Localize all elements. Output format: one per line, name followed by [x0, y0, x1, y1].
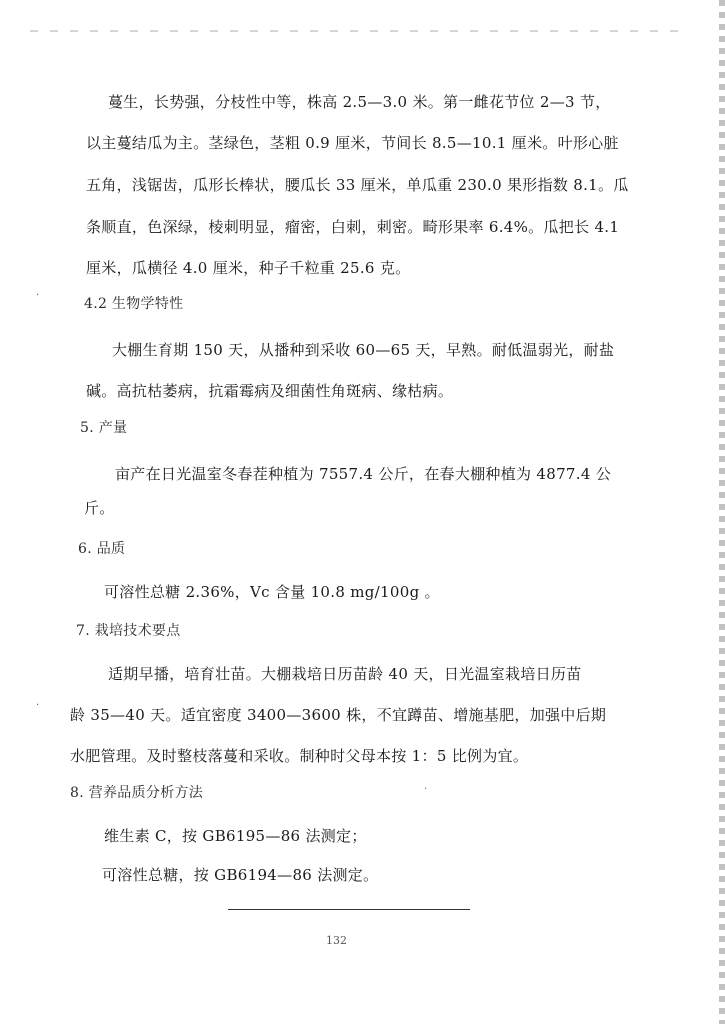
- page-number: 132: [326, 934, 347, 947]
- text-line: 可溶性总糖 2.36%，Vc 含量 10.8 mg/100g 。: [104, 583, 440, 601]
- text-line: 维生素 C，按 GB6195—86 法测定；: [104, 827, 367, 845]
- scan-artifact-top: [30, 30, 690, 32]
- section-heading-8: 8. 营养品质分析方法: [70, 785, 204, 801]
- text-line: 蔓生，长势强，分枝性中等，株高 2.5—3.0 米。第一雌花节位 2—3 节，: [108, 93, 611, 111]
- text-line: 可溶性总糖，按 GB6194—86 法测定。: [102, 866, 379, 884]
- section-heading-4-2: 4.2 生物学特性: [84, 296, 184, 312]
- text-line: 五角，浅锯齿，瓜形长棒状，腰瓜长 33 厘米，单瓜重 230.0 果形指数 8.1。瓜: [86, 176, 629, 194]
- scan-edge-right: [719, 0, 725, 1024]
- text-line: 水肥管理。及时整枝落蔓和采收。制种时父母本按 1：5 比例为宜。: [70, 747, 529, 765]
- text-line: 斤。: [84, 499, 115, 517]
- section-heading-5: 5. 产量: [80, 420, 128, 436]
- text-line: 厘米，瓜横径 4.0 厘米，种子千粒重 25.6 克。: [86, 259, 411, 277]
- margin-mark: ·: [36, 700, 40, 711]
- text-line: 碱。高抗枯萎病，抗霜霉病及细菌性角斑病、缘枯病。: [86, 382, 454, 400]
- text-line: 大棚生育期 150 天，从播种到采收 60—65 天，早熟。耐低温弱光，耐盐: [112, 341, 615, 359]
- text-line: 条顺直，色深绿，棱刺明显，瘤密，白刺，刺密。畸形果率 6.4%。瓜把长 4.1: [86, 218, 620, 236]
- text-line: 亩产在日光温室冬春茬种植为 7557.4 公斤，在春大棚种植为 4877.4 公: [115, 465, 612, 483]
- text-line: 以主蔓结瓜为主。茎绿色，茎粗 0.9 厘米，节间长 8.5—10.1 厘米。叶形心脏: [86, 134, 619, 152]
- text-line: 龄 35—40 天。适宜密度 3400—3600 株，不宜蹲苗、增施基肥，加强中后期: [70, 706, 607, 724]
- section-heading-6: 6. 品质: [78, 541, 126, 557]
- margin-mark: ·: [36, 290, 40, 301]
- footer-rule: [228, 909, 470, 910]
- text-line: 适期早播，培育壮苗。大棚栽培日历苗龄 40 天，日光温室栽培日历苗: [108, 665, 582, 683]
- section-heading-7: 7. 栽培技术要点: [76, 623, 181, 639]
- speck-mark: ·: [424, 784, 428, 795]
